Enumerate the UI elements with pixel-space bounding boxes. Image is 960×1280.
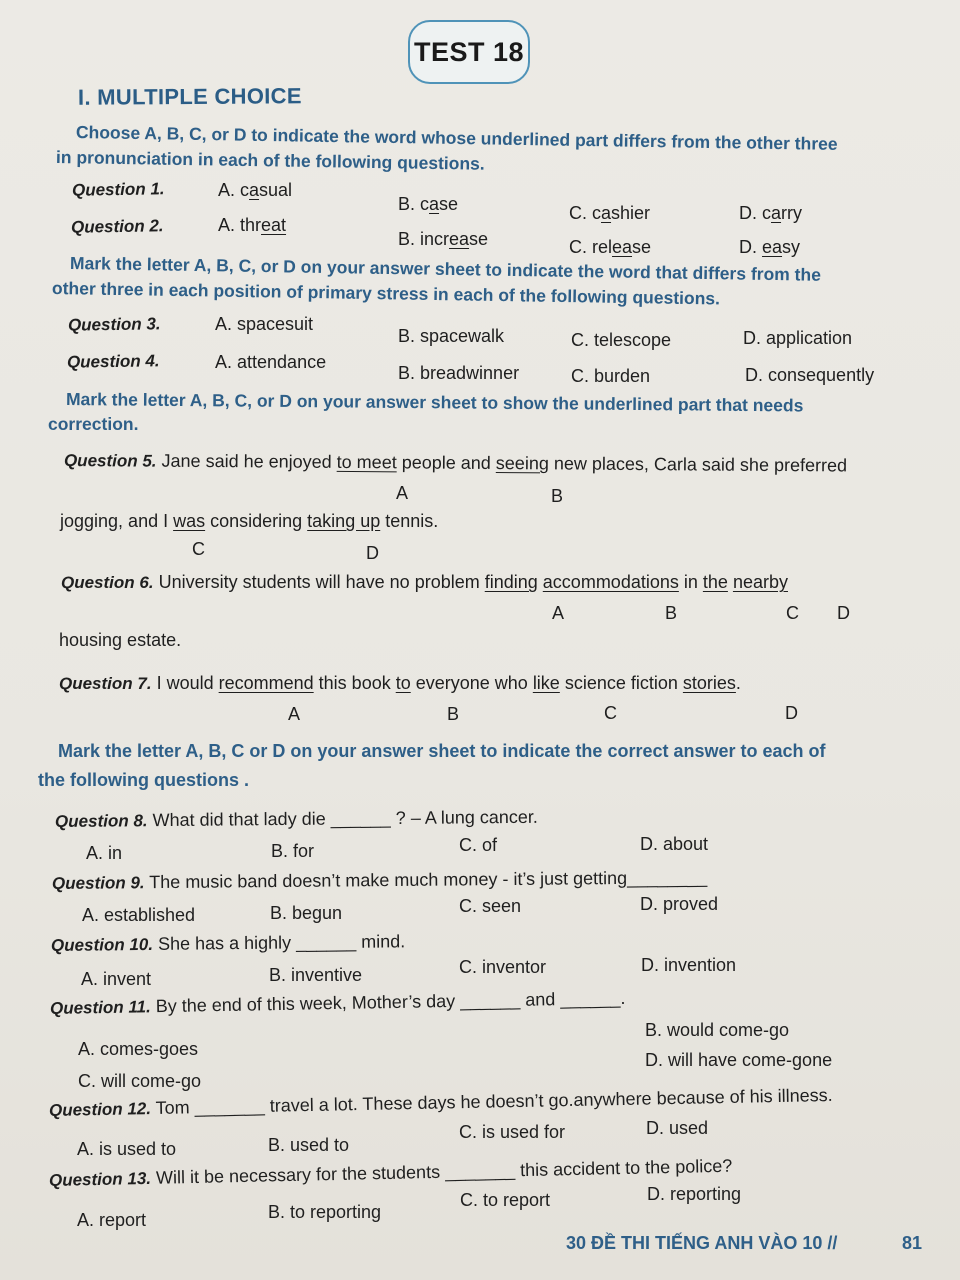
question-4-option-b: B. breadwinner	[398, 363, 520, 383]
question-4-option-c: C. burden	[571, 366, 651, 386]
question-12-option-a: A. is used to	[77, 1139, 177, 1159]
question-10-option-d: D. invention	[641, 955, 737, 975]
question-12-option-c: C. is used for	[459, 1122, 566, 1142]
question-11-option-c: C. will come-go	[78, 1071, 202, 1091]
question-2-label: Question 2.	[70, 216, 164, 237]
question-8-option-b: B. for	[271, 841, 315, 861]
question-6-line-2: housing estate.	[59, 630, 182, 650]
section-title: I. MULTIPLE CHOICE	[77, 83, 302, 110]
question-6-line-1: Question 6. University students will have no problem finding accommodations in the nearby	[61, 572, 788, 592]
question-10-stem: Question 10. She has a highly ______ mind.	[50, 931, 406, 955]
question-6-mark-c: C	[786, 603, 799, 623]
question-13-stem: Question 13. Will it be necessary for the students _______ this accident to the police?	[48, 1155, 733, 1190]
question-5-mark-b: B	[551, 486, 564, 506]
question-11-option-b: B. would come-go	[645, 1020, 790, 1040]
question-7-mark-b: B	[447, 704, 460, 724]
question-13-option-d: D. reporting	[647, 1184, 742, 1204]
question-9-option-d: D. proved	[640, 894, 719, 914]
question-13-option-b: B. to reporting	[268, 1202, 382, 1222]
question-5-line-1: Question 5. Jane said he enjoyed to meet people and seeing new places, Carla said she preferred	[63, 450, 848, 476]
question-7-mark-a: A	[288, 704, 301, 724]
question-5-mark-d: D	[366, 543, 379, 563]
question-7-mark-c: C	[604, 703, 617, 723]
footer-book-title: 30 ĐỀ THI TIẾNG ANH VÀO 10 //	[566, 1233, 838, 1253]
question-1-label: Question 1.	[71, 179, 165, 200]
question-3-option-c: C. telescope	[571, 330, 672, 350]
question-9-option-c: C. seen	[459, 896, 522, 916]
question-4-label: Question 4.	[66, 351, 160, 372]
question-3-option-d: D. application	[743, 328, 853, 348]
question-3-option-a: A. spacesuit	[215, 314, 314, 334]
question-10-option-c: C. inventor	[459, 957, 547, 977]
question-2-option-b: B. increase	[398, 229, 489, 249]
question-11-option-a: A. comes-goes	[78, 1039, 199, 1059]
question-8-stem: Question 8. What did that lady die ______ ? – A lung cancer.	[54, 806, 538, 831]
question-1-option-b: B. case	[398, 194, 459, 214]
question-2-option-c: C. release	[569, 237, 652, 257]
instruction-3-line-1: Mark the letter A, B, C, or D on your answer sheet to show the underlined part that needs	[65, 389, 804, 416]
test-title: TEST 18	[413, 36, 525, 67]
test-title-badge	[408, 20, 530, 84]
instruction-1-line-2: in pronunciation in each of the following questions.	[55, 147, 485, 174]
question-9-option-a: A. established	[82, 905, 196, 925]
instruction-1-line-1: Choose A, B, C, or D to indicate the word whose underlined part differs from the other three	[75, 122, 838, 154]
instruction-4-line-2: the following questions .	[38, 770, 249, 790]
question-6-mark-a: A	[552, 603, 565, 623]
question-6-mark-b: B	[665, 603, 678, 623]
question-4-option-a: A. attendance	[215, 352, 327, 372]
instruction-4-line-1: Mark the letter A, B, C or D on your answer sheet to indicate the correct answer to each of	[58, 741, 826, 761]
instruction-2-line-2: other three in each position of primary stress in each of the following questions.	[51, 278, 721, 309]
question-7-line: Question 7. I would recommend this book to everyone who like science fiction stories.	[59, 673, 741, 693]
question-8-option-c: C. of	[459, 835, 498, 855]
question-10-option-b: B. inventive	[269, 965, 363, 985]
question-7-mark-d: D	[785, 703, 798, 723]
question-11-stem: Question 11. By the end of this week, Mother’s day ______ and ______.	[49, 987, 626, 1018]
question-3-label: Question 3.	[67, 314, 161, 335]
question-13-option-c: C. to report	[460, 1190, 551, 1210]
question-5-mark-c: C	[192, 539, 205, 559]
question-2-option-a: A. threat	[218, 215, 287, 235]
question-9-option-b: B. begun	[270, 903, 343, 923]
question-4-option-d: D. consequently	[745, 365, 875, 385]
question-12-option-b: B. used to	[268, 1135, 350, 1155]
question-1-option-a: A. casual	[218, 180, 293, 200]
question-3-option-b: B. spacewalk	[398, 326, 505, 346]
question-11-option-d: D. will have come-gone	[645, 1050, 833, 1070]
question-13-option-a: A. report	[77, 1210, 147, 1230]
question-1-option-d: D. carry	[739, 203, 803, 223]
question-9-stem: Question 9. The music band doesn’t make much money - it’s just getting________	[51, 867, 708, 893]
question-6-mark-d: D	[837, 603, 850, 623]
question-8-option-d: D. about	[640, 834, 709, 854]
question-5-mark-a: A	[396, 483, 409, 503]
page-number: 81	[902, 1233, 923, 1253]
instruction-3-line-2: correction.	[48, 414, 139, 434]
instruction-2-line-1: Mark the letter A, B, C, or D on your answer sheet to indicate the word that differs from the	[69, 253, 822, 285]
question-12-option-d: D. used	[646, 1118, 709, 1138]
question-1-option-c: C. cashier	[569, 203, 651, 223]
question-12-stem: Question 12. Tom _______ travel a lot. These days he doesn’t go.anywhere because of his illness.	[48, 1084, 833, 1120]
question-2-option-d: D. easy	[739, 237, 801, 257]
question-10-option-a: A. invent	[81, 969, 152, 989]
question-5-line-2: jogging, and I was considering taking up tennis.	[60, 511, 439, 531]
question-8-option-a: A. in	[86, 843, 123, 863]
